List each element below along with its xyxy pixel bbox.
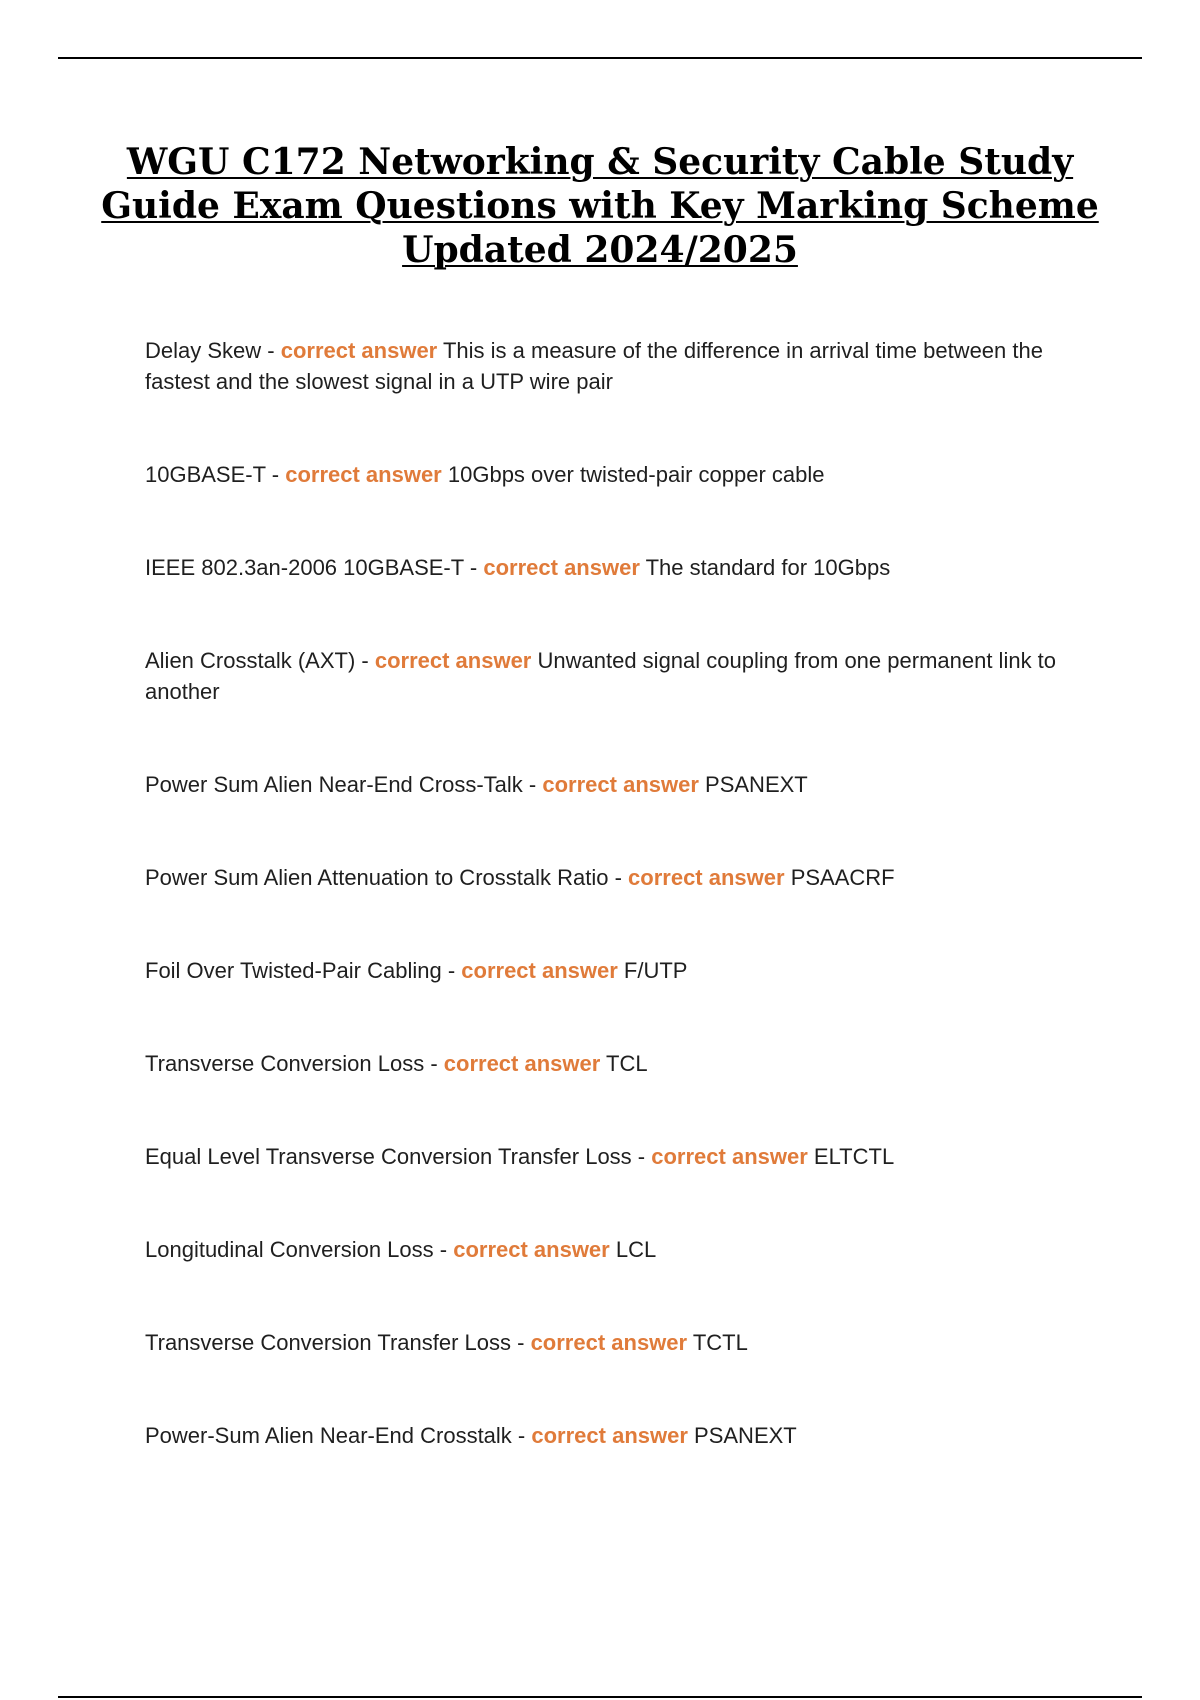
entry-term: Longitudinal Conversion Loss [145, 1237, 434, 1262]
correct-answer-label: correct answer [443, 1051, 601, 1076]
entry-term: Alien Crosstalk (AXT) [145, 648, 356, 673]
qa-entry [145, 1141, 1095, 1172]
entry-separator: - [433, 1237, 454, 1262]
top-rule [58, 57, 1142, 59]
entry-answer: TCTL [692, 1330, 748, 1355]
qa-entry [145, 1234, 1095, 1265]
entry-separator: - [522, 772, 543, 797]
entry-term: 10GBASE-T [145, 462, 266, 487]
entry-separator: - [608, 865, 629, 890]
entry-term: Power Sum Alien Attenuation to Crosstalk Ratio [145, 865, 609, 890]
qa-entry [145, 862, 1095, 893]
qa-entry [145, 335, 1095, 397]
entry-answer: TCL [606, 1051, 648, 1076]
document-title: WGU C172 Networking & Security Cable Study Guide Exam Questions with Key Marking Scheme Updated 2024/2025 [101, 141, 1099, 271]
entry-separator: - [424, 1051, 444, 1076]
entry-answer: PSANEXT [694, 1423, 797, 1448]
qa-entry [145, 955, 1095, 986]
entry-term: Foil Over Twisted-Pair Cabling [145, 958, 442, 983]
entry-separator: - [511, 1330, 531, 1355]
correct-answer-label: correct answer [542, 772, 699, 797]
correct-answer-label: correct answer [453, 1237, 610, 1262]
entry-answer: PSAACRF [790, 865, 895, 890]
qa-entry [145, 1420, 1095, 1451]
correct-answer-label: correct answer [531, 1423, 688, 1448]
entry-answer: 10Gbps over twisted-pair copper cable [447, 462, 825, 487]
entry-answer: This is a measure of the difference in arrival time between the fastest and the slowest signal in a UTP wire pair [145, 338, 1043, 394]
qa-entry [145, 769, 1095, 800]
correct-answer-label: correct answer [651, 1144, 808, 1169]
qa-entry [145, 1327, 1095, 1358]
correct-answer-label: correct answer [285, 462, 442, 487]
entry-term: Delay Skew [145, 338, 262, 363]
correct-answer-label: correct answer [530, 1330, 688, 1355]
correct-answer-label: correct answer [483, 555, 640, 580]
qa-list [145, 335, 1095, 1513]
entry-answer: PSANEXT [705, 772, 808, 797]
entry-separator: - [261, 338, 281, 363]
correct-answer-label: correct answer [374, 648, 532, 673]
entry-separator: - [463, 555, 484, 580]
entry-term: Power-Sum Alien Near-End Crosstalk [145, 1423, 512, 1448]
entry-term: Transverse Conversion Transfer Loss [145, 1330, 511, 1355]
qa-entry [145, 552, 1095, 583]
bottom-rule [58, 1696, 1142, 1698]
entry-separator: - [355, 648, 375, 673]
entry-separator: - [511, 1423, 532, 1448]
entry-term: Equal Level Transverse Conversion Transfer Loss [145, 1144, 632, 1169]
entry-answer: F/UTP [623, 958, 688, 983]
entry-separator: - [265, 462, 286, 487]
qa-entry [145, 459, 1095, 490]
entry-term: IEEE 802.3an-2006 10GBASE-T [145, 555, 464, 580]
qa-entry [145, 645, 1095, 707]
entry-answer: LCL [615, 1237, 657, 1262]
entry-separator: - [631, 1144, 652, 1169]
correct-answer-label: correct answer [628, 865, 785, 890]
correct-answer-label: correct answer [461, 958, 618, 983]
entry-answer: ELTCTL [813, 1144, 895, 1169]
entry-answer: Unwanted signal coupling from one permanent link to another [145, 648, 1057, 704]
entry-answer: The standard for 10Gbps [645, 555, 891, 580]
correct-answer-label: correct answer [280, 338, 438, 363]
entry-separator: - [441, 958, 462, 983]
entry-term: Transverse Conversion Loss [145, 1051, 425, 1076]
qa-entry [145, 1048, 1095, 1079]
entry-term: Power Sum Alien Near-End Cross-Talk [145, 772, 523, 797]
